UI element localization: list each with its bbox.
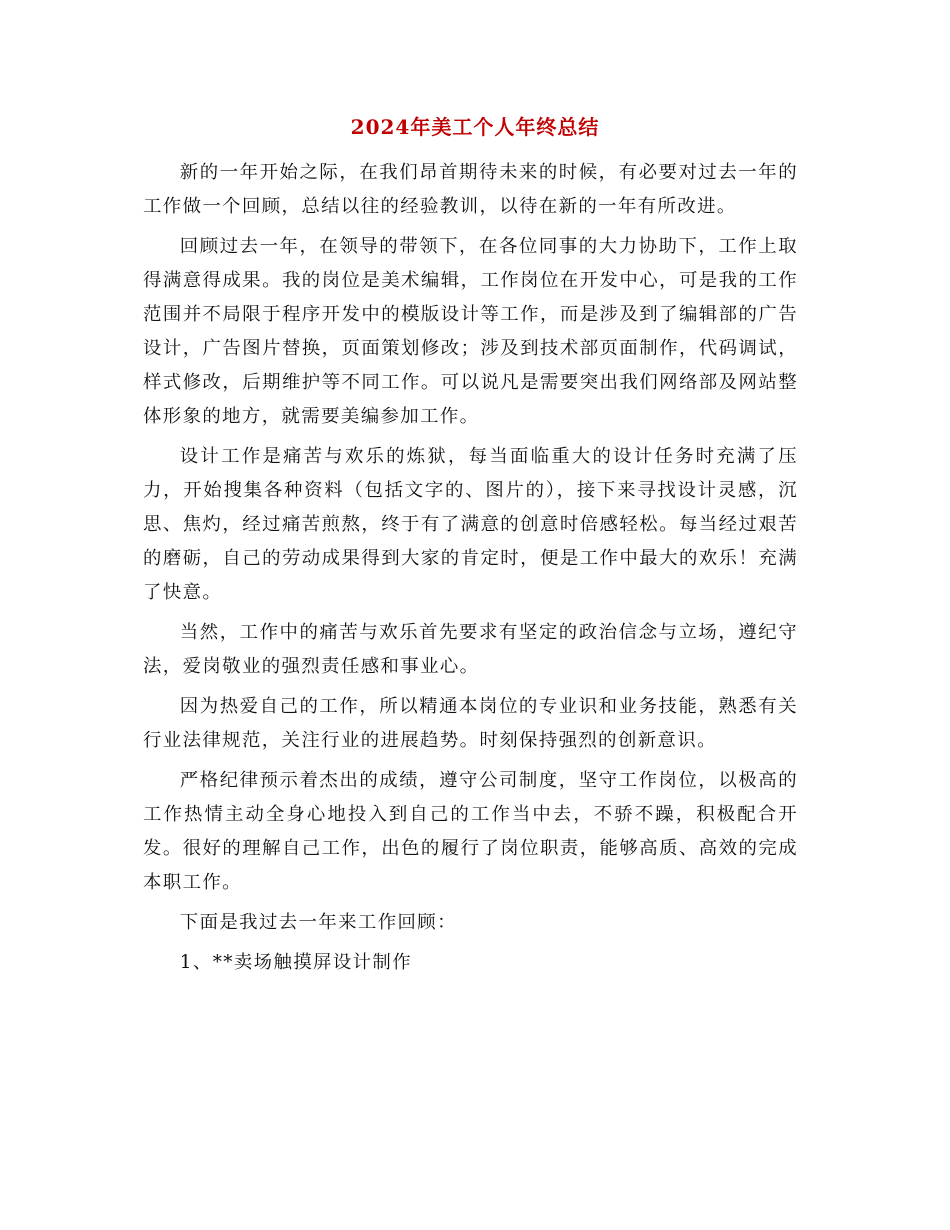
paragraph-discipline: 严格纪律预示着杰出的成绩，遵守公司制度，坚守工作岗位，以极高的工作热情主动全身心地投入到自己的工作当中去，不骄不躁，积极配合开发。很好的理解自己工作，出色的履行了岗位职责，能够高质、高效的完成本职工作。 bbox=[143, 770, 798, 893]
document-body bbox=[143, 156, 798, 986]
paragraph-intro: 新的一年开始之际，在我们昂首期待未来的时候，有必要对过去一年的工作做一个回顾，总结以往的经验教训，以待在新的一年有所改进。 bbox=[143, 162, 798, 217]
paragraph-item-1: 1、**卖场触摸屏设计制作 bbox=[179, 952, 412, 973]
paragraph-skills: 因为热爱自己的工作，所以精通本岗位的专业识和业务技能，熟悉有关行业法律规范，关注行业的进展趋势。时刻保持强烈的创新意识。 bbox=[143, 696, 798, 751]
paragraph-attitude: 当然，工作中的痛苦与欢乐首先要求有坚定的政治信念与立场，遵纪守法，爱岗敬业的强烈责任感和事业心。 bbox=[143, 622, 798, 677]
paragraph-design-work: 设计工作是痛苦与欢乐的炼狱，每当面临重大的设计任务时充满了压力，开始搜集各种资料（包括文字的、图片的），接下来寻找设计灵感，沉思、焦灼，经过痛苦煎熬，终于有了满意的创意时倍感轻松。每当经过艰苦的磨砺，自己的劳动成果得到大家的肯定时，便是工作中最大的欢乐！充满了快意。 bbox=[143, 446, 798, 603]
paragraph-review: 回顾过去一年，在领导的带领下，在各位同事的大力协助下，工作上取得满意得成果。我的岗位是美术编辑，工作岗位在开发中心，可是我的工作范围并不局限于程序开发中的模版设计等工作，而是涉及到了编辑部的广告设计，广告图片替换，页面策划修改；涉及到技术部页面制作，代码调试，样式修改，后期维护等不同工作。可以说凡是需要突出我们网络部及网站整体形象的地方，就需要美编参加工作。 bbox=[143, 236, 798, 427]
paragraph-review-intro: 下面是我过去一年来工作回顾： bbox=[179, 912, 457, 933]
document-title: 2024年美工个人年终总结 bbox=[350, 115, 600, 139]
